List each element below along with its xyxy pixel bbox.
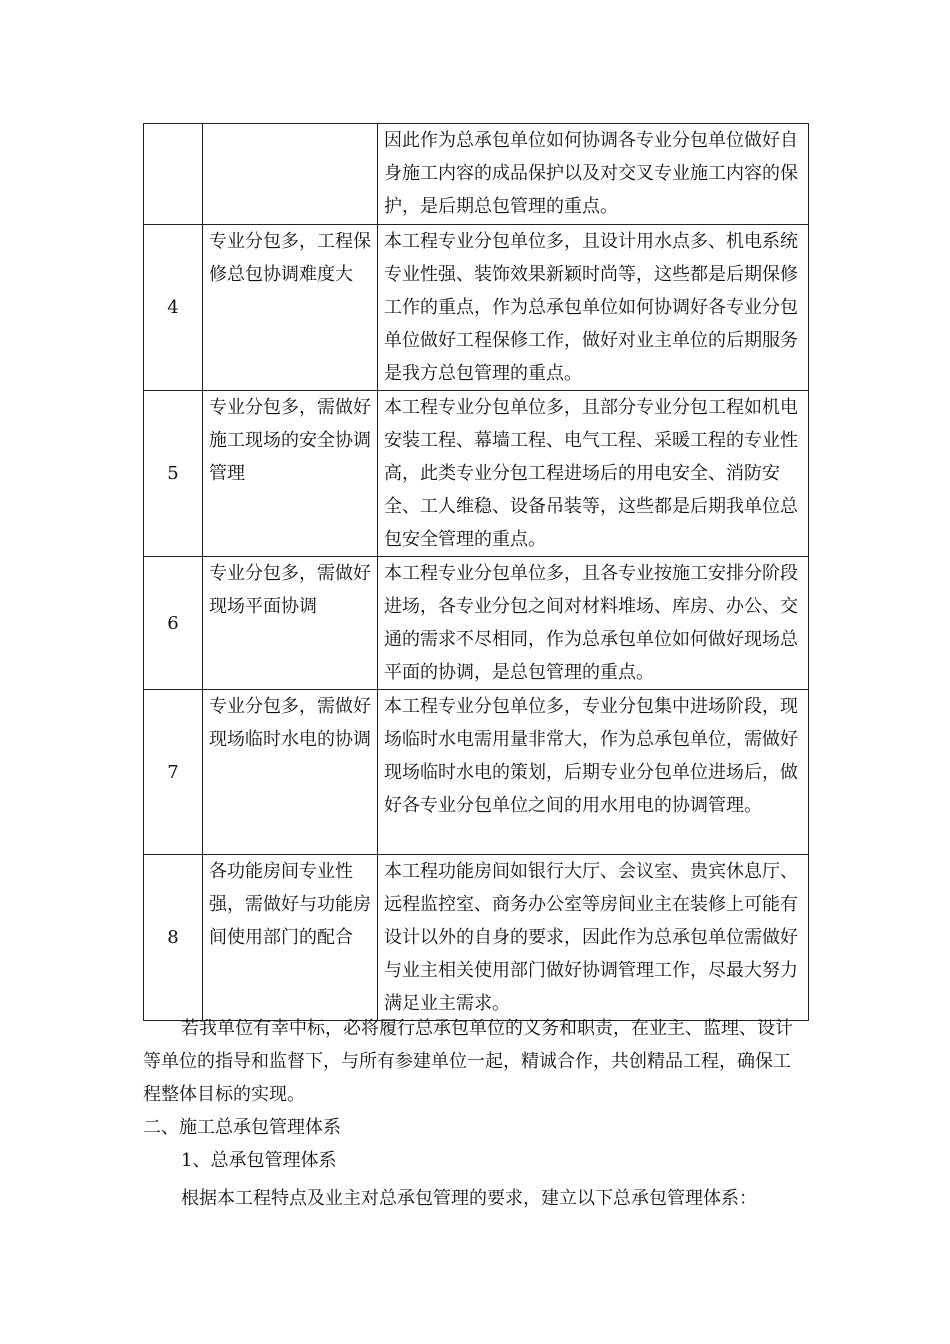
closing-paragraph: 若我单位有幸中标，必将履行总承包单位的义务和职责，在业主、监理、设计等单位的指导和监督下，与所有参建单位一起，精诚合作，共创精品工程，确保工程整体目标的实现。 — [143, 1018, 793, 1105]
detail-cell: 本工程功能房间如银行大厅、会议室、贵宾休息厅、远程监控室、商务办公室等房间业主在装修上可能有设计以外的自身的要求，因此作为总承包单位需做好与业主相关使用部门做好协调管理工作，尽最大努力满足业主需求。 — [378, 855, 809, 1021]
section-heading: 二、施工总承包管理体系 — [143, 1117, 341, 1138]
table-row — [144, 225, 809, 391]
issue-cell — [203, 124, 378, 225]
issue-cell: 专业分包多，需做好现场临时水电的协调 — [203, 690, 378, 855]
subsection-heading: 1、总承包管理体系 — [181, 1150, 337, 1171]
detail-cell: 因此作为总承包单位如何协调各专业分包单位做好自身施工内容的成品保护以及对交叉专业施工内容的保护，是后期总包管理的重点。 — [378, 124, 809, 225]
intro-sentence: 根据本工程特点及业主对总承包管理的要求，建立以下总承包管理体系： — [181, 1188, 757, 1209]
table-row — [144, 855, 809, 1021]
issue-cell: 专业分包多，工程保修总包协调难度大 — [203, 225, 378, 391]
detail-cell: 本工程专业分包单位多，且部分专业分包工程如机电安装工程、幕墙工程、电气工程、采暖工程的专业性高，此类专业分包工程进场后的用电安全、消防安全、工人维稳、设备吊装等，这些都是后期我单位总包安全管理的重点。 — [378, 391, 809, 557]
row-number — [144, 124, 203, 225]
row-number: 7 — [144, 690, 203, 855]
row-number: 4 — [144, 225, 203, 391]
issue-cell: 各功能房间专业性强，需做好与功能房间使用部门的配合 — [203, 855, 378, 1021]
issue-cell: 专业分包多，需做好施工现场的安全协调管理 — [203, 391, 378, 557]
table-row — [144, 391, 809, 557]
table-row — [144, 557, 809, 690]
detail-cell: 本工程专业分包单位多，且设计用水点多、机电系统专业性强、装饰效果新颖时尚等，这些都是后期保修工作的重点，作为总承包单位如何协调好各专业分包单位做好工程保修工作，做好对业主单位的后期服务是我方总包管理的重点。 — [378, 225, 809, 391]
row-number: 6 — [144, 557, 203, 690]
table-row — [144, 690, 809, 855]
detail-cell: 本工程专业分包单位多，专业分包集中进场阶段，现场临时水电需用量非常大，作为总承包单位，需做好现场临时水电的策划，后期专业分包单位进场后，做好各专业分包单位之间的用水用电的协调管理。 — [378, 690, 809, 855]
issue-cell: 专业分包多，需做好现场平面协调 — [203, 557, 378, 690]
row-number: 5 — [144, 391, 203, 557]
row-number: 8 — [144, 855, 203, 1021]
management-issues-table — [143, 123, 809, 1021]
table-row — [144, 124, 809, 225]
detail-cell: 本工程专业分包单位多，且各专业按施工安排分阶段进场，各专业分包之间对材料堆场、库房、办公、交通的需求不尽相同，作为总承包单位如何做好现场总平面的协调，是总包管理的重点。 — [378, 557, 809, 690]
